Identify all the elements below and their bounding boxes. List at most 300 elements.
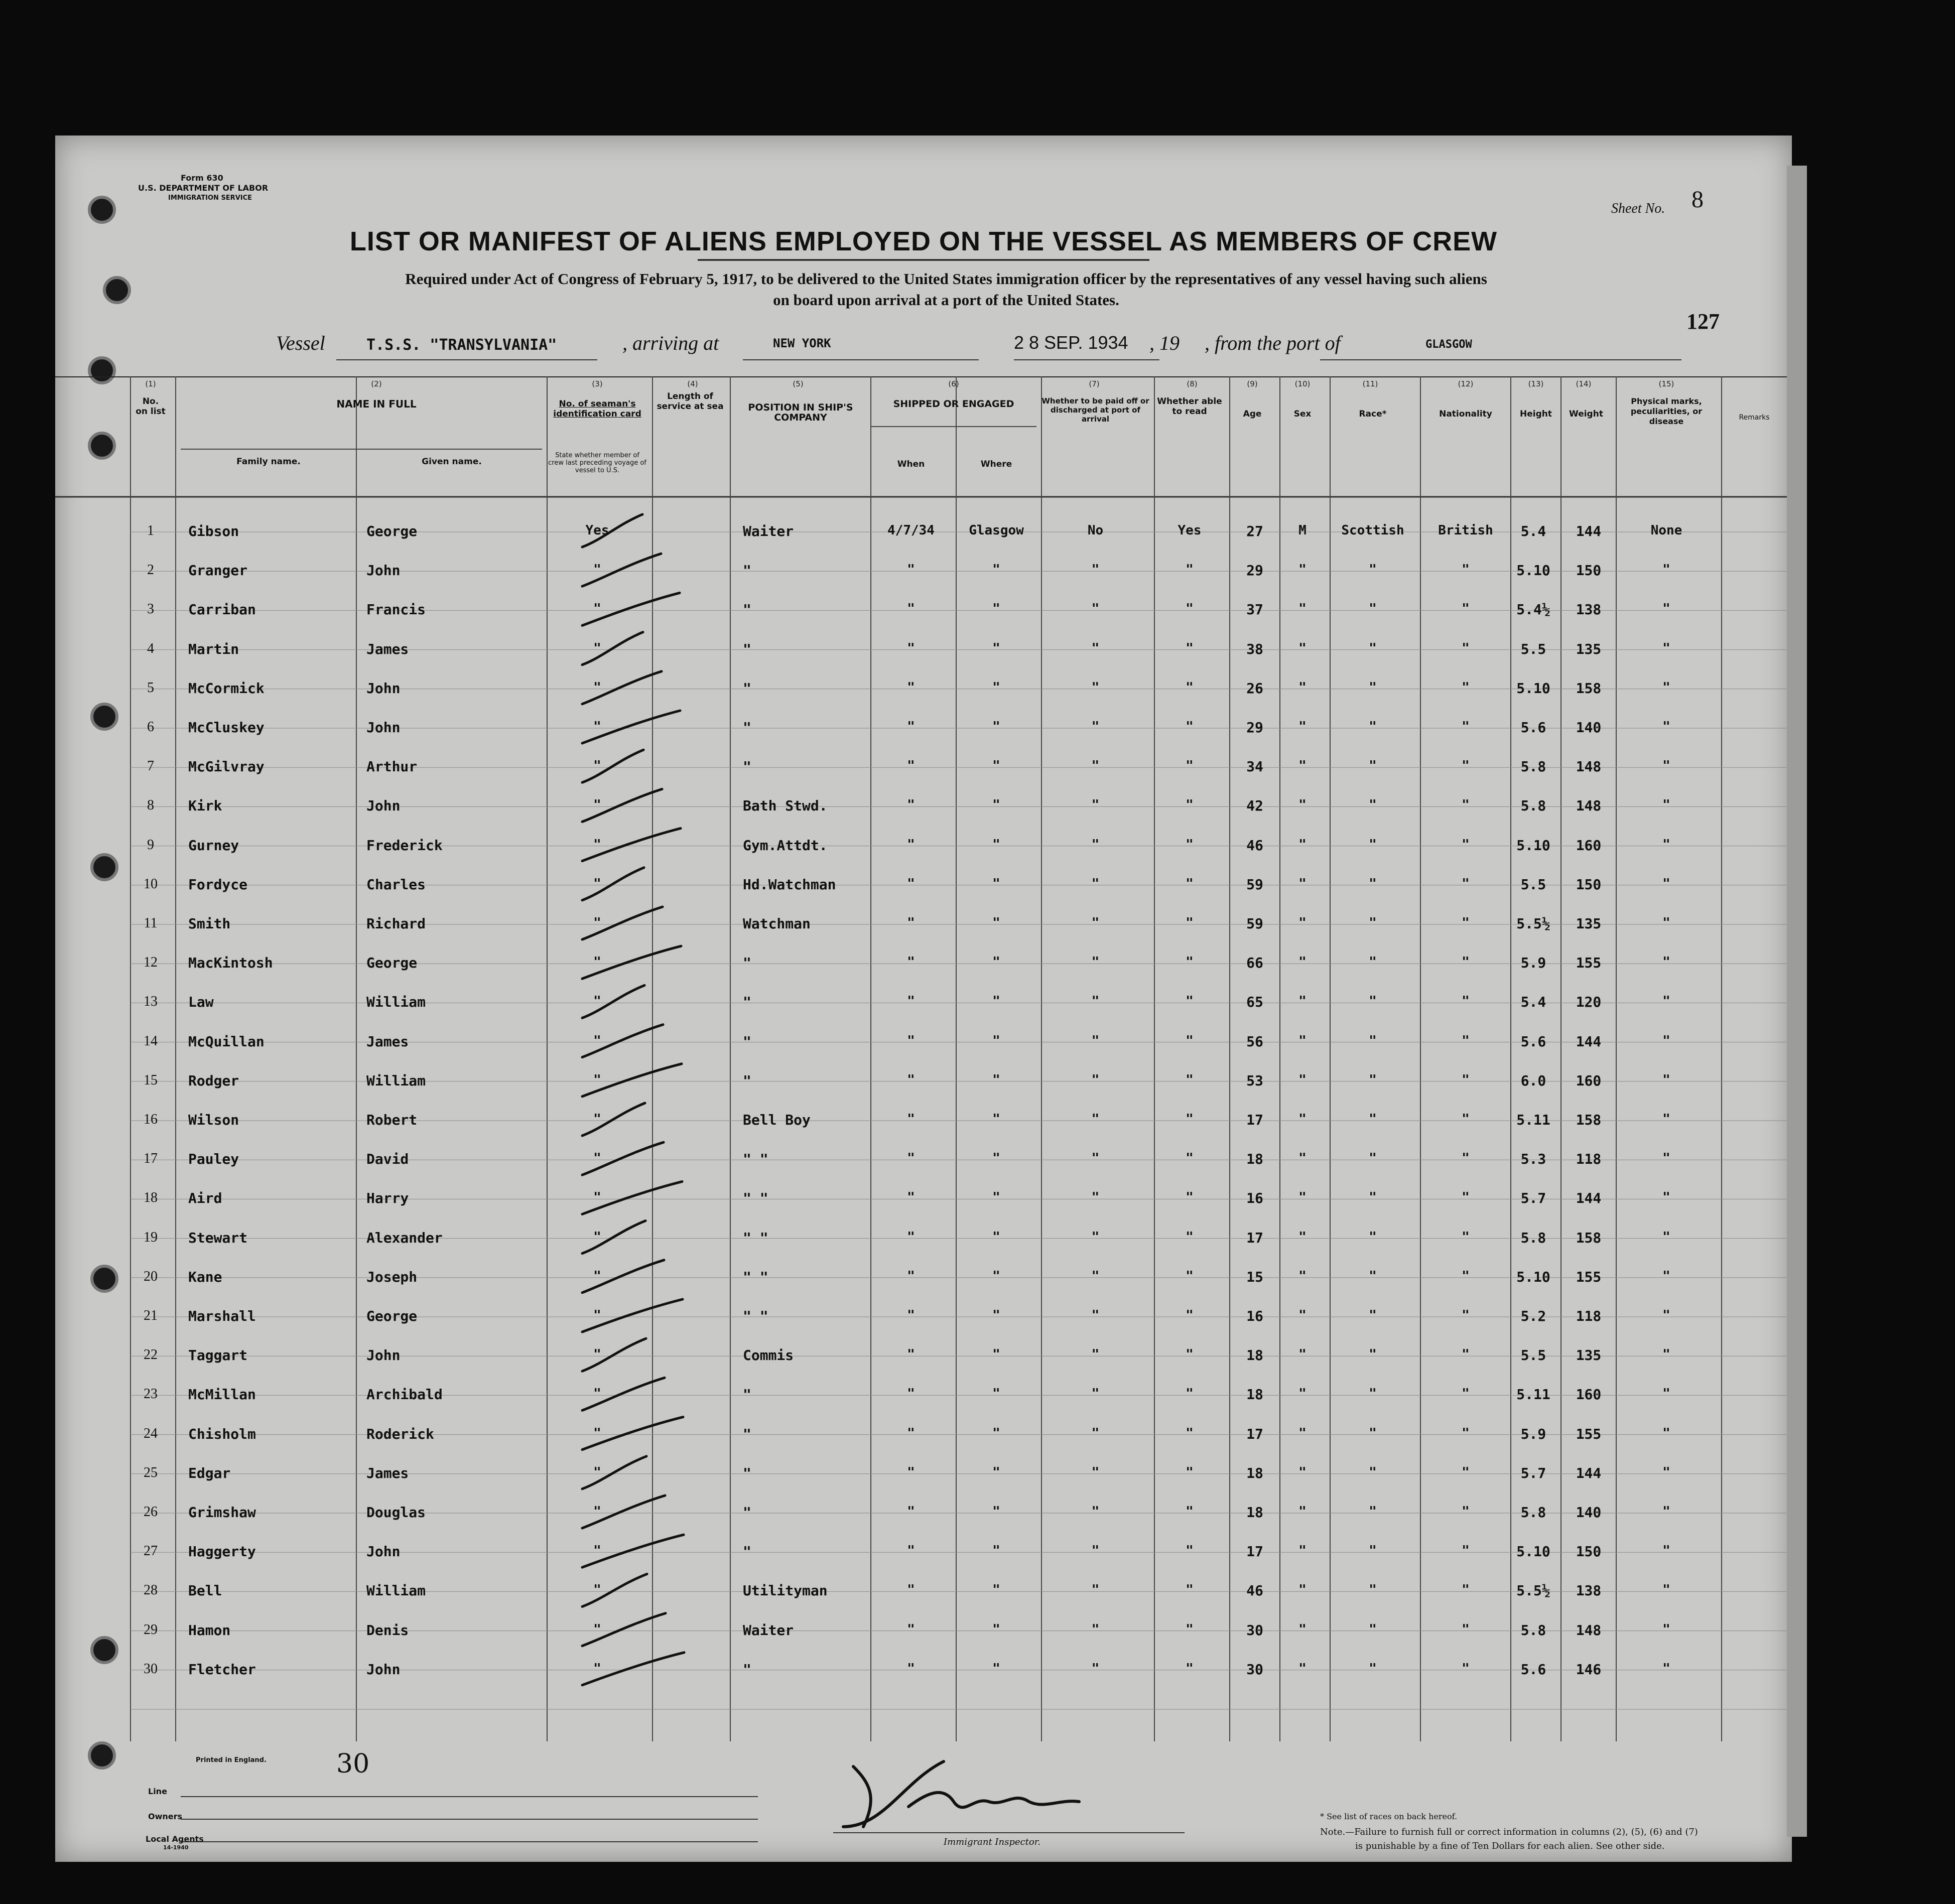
header-name-in-full: NAME IN FULL	[336, 398, 417, 410]
header-length-service: Length of service at sea	[657, 391, 724, 412]
given-name: Douglas	[366, 1504, 426, 1521]
row-number: 21	[144, 1308, 158, 1323]
race: "	[1369, 876, 1377, 891]
sex: "	[1298, 994, 1307, 1009]
footer-rules	[181, 1792, 783, 1852]
paid-off: "	[1091, 876, 1100, 891]
physical-marks: "	[1662, 955, 1670, 970]
weight: 148	[1576, 797, 1602, 814]
paid-off: "	[1091, 1386, 1100, 1402]
physical-marks: "	[1662, 1621, 1670, 1637]
given-name: James	[366, 1464, 409, 1481]
family-name: Pauley	[188, 1151, 239, 1168]
subtitle-line2: on board upon arrival at a port of the United States.	[773, 291, 1119, 309]
nationality: "	[1462, 1386, 1470, 1402]
nationality: "	[1462, 1308, 1470, 1323]
row-number: 1	[147, 523, 154, 538]
position: "	[743, 1464, 751, 1481]
family-name: Fletcher	[188, 1661, 256, 1678]
header-id-card: No. of seaman's identification card	[553, 399, 641, 419]
weight: 135	[1576, 915, 1602, 932]
weight: 144	[1576, 1190, 1602, 1207]
header-id-card-note: State whether member of crew last preceding voyage of vessel to U.S.	[548, 452, 646, 474]
from-label: , from the port of	[1205, 332, 1341, 354]
physical-marks: "	[1662, 1464, 1670, 1480]
height: 5.4	[1520, 994, 1546, 1011]
given-name: Francis	[366, 601, 426, 618]
position: "	[743, 955, 751, 972]
column-number: (6)	[948, 379, 959, 388]
weight: 118	[1576, 1151, 1602, 1168]
race: "	[1369, 994, 1377, 1009]
position: Bath Stwd.	[743, 797, 828, 814]
page-number: 127	[1686, 309, 1720, 334]
race: "	[1369, 1425, 1377, 1441]
header-sex: Sex	[1293, 409, 1312, 419]
height: 5.5	[1520, 1347, 1546, 1364]
family-name: Wilson	[188, 1112, 239, 1128]
age: 65	[1246, 994, 1263, 1011]
id-card: "	[593, 1190, 601, 1205]
position: " "	[743, 1229, 768, 1246]
given-name: James	[366, 640, 409, 657]
given-name: Joseph	[366, 1268, 418, 1285]
height: 5.2	[1520, 1308, 1546, 1324]
given-name: John	[366, 797, 401, 814]
line-label: Line	[148, 1787, 167, 1796]
position: "	[743, 601, 751, 618]
height: 5.5	[1520, 876, 1546, 893]
nationality: "	[1462, 1112, 1470, 1127]
punch-hole	[88, 196, 116, 224]
shipped-when: "	[907, 1504, 915, 1519]
physical-marks: "	[1662, 1072, 1670, 1087]
shipped-when: "	[907, 1190, 915, 1205]
id-card: "	[593, 1112, 601, 1127]
row-number: 4	[147, 640, 154, 656]
shipped-when: "	[907, 1386, 915, 1402]
shipped-where: "	[992, 1033, 1000, 1048]
race: "	[1369, 1386, 1377, 1402]
shipped-where: "	[992, 1543, 1000, 1559]
row-number: 17	[144, 1151, 158, 1167]
able-to-read: "	[1186, 994, 1194, 1009]
weight: 160	[1576, 837, 1602, 854]
departure-port: GLASGOW	[1425, 338, 1472, 351]
page-title: LIST OR MANIFEST OF ALIENS EMPLOYED ON THE VESSEL AS MEMBERS OF CREW	[349, 226, 1498, 256]
given-name: John	[366, 1661, 401, 1678]
age: 16	[1246, 1308, 1263, 1324]
sex: "	[1298, 601, 1307, 617]
column-number: (2)	[371, 379, 382, 388]
column-number: (1)	[145, 379, 156, 388]
sheet-number: 8	[1691, 186, 1704, 213]
nationality: "	[1462, 1543, 1470, 1559]
row-number: 24	[144, 1425, 158, 1441]
shipped-when: "	[907, 1308, 915, 1323]
shipped-when: "	[907, 1621, 915, 1637]
position: "	[743, 562, 751, 579]
sex: "	[1298, 758, 1307, 774]
race: "	[1369, 955, 1377, 970]
able-to-read: "	[1186, 1464, 1194, 1480]
family-name: Gibson	[188, 523, 239, 539]
family-name: Aird	[188, 1190, 222, 1207]
nationality: "	[1462, 640, 1470, 656]
race: "	[1369, 601, 1377, 617]
shipped-when: "	[907, 1229, 915, 1245]
height: 5.5½	[1516, 915, 1550, 932]
sex: "	[1298, 1308, 1307, 1323]
paid-off: "	[1091, 955, 1100, 970]
shipped-when: "	[907, 915, 915, 930]
given-name: John	[366, 1543, 401, 1560]
family-name: Edgar	[188, 1464, 231, 1481]
position: Commis	[743, 1347, 794, 1364]
height: 5.5½	[1516, 1582, 1550, 1599]
shipped-where: "	[992, 1661, 1000, 1676]
race: "	[1369, 1308, 1377, 1323]
shipped-when: "	[907, 1072, 915, 1087]
sex: "	[1298, 1386, 1307, 1402]
able-to-read: "	[1186, 1268, 1194, 1284]
position: " "	[743, 1268, 768, 1285]
sex: "	[1298, 562, 1307, 578]
family-name: Law	[188, 994, 214, 1011]
header-paid-off: Whether to be paid off or discharged at port of arrival	[1041, 396, 1149, 424]
height: 5.3	[1520, 1151, 1546, 1168]
able-to-read: "	[1186, 1543, 1194, 1559]
paid-off: "	[1091, 1033, 1100, 1048]
age: 46	[1246, 1582, 1263, 1599]
header-given-name: Given name.	[422, 457, 482, 467]
age: 66	[1246, 955, 1263, 972]
given-name: William	[366, 1582, 426, 1599]
position: " "	[743, 1190, 768, 1207]
given-name: Robert	[366, 1112, 418, 1128]
row-number: 8	[147, 797, 154, 813]
row-number: 11	[144, 915, 158, 931]
weight: 160	[1576, 1386, 1602, 1403]
sex: "	[1298, 1112, 1307, 1127]
column-number: (11)	[1362, 379, 1378, 388]
row-number: 9	[147, 837, 154, 853]
nationality: "	[1462, 1268, 1470, 1284]
row-number: 2	[147, 562, 154, 578]
sex: "	[1298, 1151, 1307, 1166]
sex: "	[1298, 837, 1307, 852]
given-name: George	[366, 523, 418, 539]
position: "	[743, 1072, 751, 1089]
header-where: Where	[980, 459, 1012, 469]
able-to-read: "	[1186, 1229, 1194, 1245]
id-card: "	[593, 1386, 601, 1402]
header-physical: Physical marks, peculiarities, or disease	[1630, 396, 1703, 426]
family-name: McQuillan	[188, 1033, 265, 1050]
able-to-read: "	[1186, 679, 1194, 695]
paid-off: "	[1091, 562, 1100, 578]
shipped-where: "	[992, 719, 1000, 734]
shipped-when: "	[907, 1347, 915, 1363]
row-number: 16	[144, 1112, 158, 1127]
paid-off: "	[1091, 1661, 1100, 1676]
row-number: 12	[144, 955, 158, 971]
family-name: McCormick	[188, 679, 265, 697]
paid-off: "	[1091, 1425, 1100, 1441]
shipped-when: "	[907, 1033, 915, 1048]
position: "	[743, 1033, 751, 1050]
given-name: William	[366, 1072, 426, 1089]
paid-off: No	[1087, 523, 1104, 538]
row-number: 23	[144, 1386, 158, 1402]
family-name: Smith	[188, 915, 231, 932]
family-name: Chisholm	[188, 1425, 256, 1442]
id-card: "	[593, 1072, 601, 1087]
position: "	[743, 1543, 751, 1560]
header-weight: Weight	[1569, 409, 1603, 419]
id-card: "	[593, 1582, 601, 1598]
race: "	[1369, 1582, 1377, 1598]
height: 5.10	[1516, 837, 1550, 854]
header-shipped: SHIPPED OR ENGAGED	[893, 398, 1014, 410]
given-name: John	[366, 679, 401, 697]
height: 5.10	[1516, 1268, 1550, 1285]
column-number: (3)	[592, 379, 603, 388]
physical-marks: "	[1662, 1582, 1670, 1598]
age: 30	[1246, 1661, 1263, 1678]
weight: 150	[1576, 562, 1602, 579]
height: 5.10	[1516, 562, 1550, 579]
paid-off: "	[1091, 1543, 1100, 1559]
able-to-read: "	[1186, 758, 1194, 774]
race-note: * See list of races on back hereof.	[1320, 1812, 1458, 1821]
header-no-on-list: No. on list	[136, 396, 166, 417]
paid-off: "	[1091, 1504, 1100, 1519]
row-number: 28	[144, 1582, 158, 1598]
row-number: 3	[147, 601, 154, 617]
race: "	[1369, 1621, 1377, 1637]
sex: "	[1298, 1229, 1307, 1245]
paid-off: "	[1091, 719, 1100, 734]
nationality: "	[1462, 758, 1470, 774]
weight: 155	[1576, 1268, 1602, 1285]
age: 15	[1246, 1268, 1263, 1285]
header-nationality: Nationality	[1439, 409, 1492, 419]
inspector-rule	[833, 1832, 1185, 1834]
physical-marks: None	[1650, 523, 1682, 538]
shipped-when: "	[907, 679, 915, 695]
row-number: 29	[144, 1621, 158, 1638]
physical-marks: "	[1662, 1425, 1670, 1441]
able-to-read: "	[1186, 1621, 1194, 1637]
shipped-where: "	[992, 797, 1000, 813]
position: Gym.Attdt.	[743, 837, 828, 854]
header-read: Whether able to read	[1157, 396, 1222, 417]
sex: "	[1298, 679, 1307, 695]
crew-table	[55, 376, 1792, 1772]
physical-marks: "	[1662, 1151, 1670, 1166]
shipped-when: "	[907, 994, 915, 1009]
height: 5.10	[1516, 1543, 1550, 1560]
column-number: (14)	[1576, 379, 1592, 388]
form-number: Form 630	[181, 173, 223, 183]
shipped-when: "	[907, 797, 915, 813]
race: "	[1369, 1151, 1377, 1166]
weight: 158	[1576, 679, 1602, 697]
race: "	[1369, 915, 1377, 930]
sex: "	[1298, 1347, 1307, 1363]
id-card: Yes	[585, 523, 609, 538]
row-number: 5	[147, 679, 154, 696]
age: 42	[1246, 797, 1263, 814]
inspector-signature	[823, 1751, 1175, 1842]
able-to-read: "	[1186, 1386, 1194, 1402]
weight: 118	[1576, 1308, 1602, 1324]
paper-edge	[1787, 166, 1807, 1837]
shipped-where: "	[992, 915, 1000, 930]
position: "	[743, 1425, 751, 1442]
shipped-where: "	[992, 994, 1000, 1009]
shipped-when: "	[907, 601, 915, 617]
column-number: (8)	[1187, 379, 1198, 388]
able-to-read: "	[1186, 562, 1194, 578]
department-label: U.S. DEPARTMENT OF LABOR	[138, 183, 269, 193]
given-name: John	[366, 719, 401, 736]
id-card: "	[593, 1268, 601, 1284]
shipped-where: "	[992, 1621, 1000, 1637]
shipped-where: "	[992, 1347, 1000, 1363]
shipped-when: "	[907, 1268, 915, 1284]
race: "	[1369, 679, 1377, 695]
shipped-when: "	[907, 719, 915, 734]
sex: "	[1298, 955, 1307, 970]
shipped-where: "	[992, 679, 1000, 695]
shipped-when: "	[907, 1543, 915, 1559]
race: "	[1369, 719, 1377, 734]
arrival-date: 2 8 SEP. 1934	[1014, 332, 1128, 353]
age: 17	[1246, 1112, 1263, 1128]
row-number: 19	[144, 1229, 158, 1245]
shipped-when: "	[907, 837, 915, 852]
shipped-where: "	[992, 1268, 1000, 1284]
paid-off: "	[1091, 1151, 1100, 1166]
weight: 155	[1576, 1425, 1602, 1442]
given-name: James	[366, 1033, 409, 1050]
column-number: (15)	[1658, 379, 1674, 388]
race: "	[1369, 640, 1377, 656]
shipped-when: "	[907, 876, 915, 891]
physical-marks: "	[1662, 1229, 1670, 1245]
nationality: "	[1462, 679, 1470, 695]
position: "	[743, 1386, 751, 1403]
age: 26	[1246, 679, 1263, 697]
able-to-read: "	[1186, 1072, 1194, 1087]
position: " "	[743, 1151, 768, 1168]
age: 18	[1246, 1347, 1263, 1364]
race: "	[1369, 1268, 1377, 1284]
age: 18	[1246, 1504, 1263, 1521]
id-card: "	[593, 797, 601, 813]
position: Bell Boy	[743, 1112, 811, 1128]
age: 59	[1246, 876, 1263, 893]
shipped-when: "	[907, 758, 915, 774]
physical-marks: "	[1662, 1112, 1670, 1127]
able-to-read: "	[1186, 876, 1194, 891]
physical-marks: "	[1662, 562, 1670, 578]
given-name: Arthur	[366, 758, 418, 775]
id-card: "	[593, 640, 601, 656]
family-name: Granger	[188, 562, 248, 579]
race: "	[1369, 837, 1377, 852]
position: "	[743, 1504, 751, 1521]
height: 5.5	[1520, 640, 1546, 657]
given-name: Denis	[366, 1621, 409, 1639]
shipped-where: "	[992, 1386, 1000, 1402]
shipped-where: "	[992, 1229, 1000, 1245]
height: 5.11	[1516, 1386, 1550, 1403]
physical-marks: "	[1662, 679, 1670, 695]
height: 5.9	[1520, 955, 1546, 972]
height: 5.7	[1520, 1464, 1546, 1481]
row-number: 18	[144, 1190, 158, 1206]
id-card: "	[593, 994, 601, 1009]
position: " "	[743, 1308, 768, 1324]
header-position: POSITION IN SHIP'S COMPANY	[748, 402, 853, 423]
given-name: John	[366, 562, 401, 579]
race: "	[1369, 1229, 1377, 1245]
nationality: British	[1438, 523, 1493, 538]
height: 5.8	[1520, 758, 1546, 775]
shipped-where: "	[992, 1464, 1000, 1480]
id-card: "	[593, 1425, 601, 1441]
subtitle-line1: Required under Act of Congress of February 5, 1917, to be delivered to the United States immigration officer by the representatives of any vessel having such aliens	[405, 270, 1487, 288]
sex: M	[1298, 523, 1307, 538]
id-card: "	[593, 562, 601, 578]
given-name: Roderick	[366, 1425, 434, 1442]
paid-off: "	[1091, 1072, 1100, 1087]
nationality: "	[1462, 915, 1470, 930]
paid-off: "	[1091, 1229, 1100, 1245]
able-to-read: "	[1186, 1582, 1194, 1598]
shipped-when: "	[907, 640, 915, 656]
column-number: (12)	[1458, 379, 1474, 388]
weight: 144	[1576, 523, 1602, 539]
able-to-read: "	[1186, 1308, 1194, 1323]
shipped-when: "	[907, 1582, 915, 1598]
weight: 155	[1576, 955, 1602, 972]
column-number: (7)	[1089, 379, 1100, 388]
shipped-where: "	[992, 1504, 1000, 1519]
physical-marks: "	[1662, 1504, 1670, 1519]
physical-marks: "	[1662, 915, 1670, 930]
age: 56	[1246, 1033, 1263, 1050]
weight: 158	[1576, 1229, 1602, 1246]
shipped-when: 4/7/34	[887, 523, 935, 538]
subtitle	[206, 268, 1686, 311]
family-name: Rodger	[188, 1072, 239, 1089]
row-number: 14	[144, 1033, 158, 1049]
shipped-where: "	[992, 640, 1000, 656]
able-to-read: Yes	[1178, 523, 1202, 538]
id-card: "	[593, 1033, 601, 1048]
arrival-port: NEW YORK	[773, 336, 831, 350]
race: "	[1369, 1347, 1377, 1363]
physical-marks: "	[1662, 1190, 1670, 1205]
race: "	[1369, 1661, 1377, 1676]
height: 5.4	[1520, 523, 1546, 539]
sex: "	[1298, 1425, 1307, 1441]
height: 5.8	[1520, 1621, 1546, 1639]
